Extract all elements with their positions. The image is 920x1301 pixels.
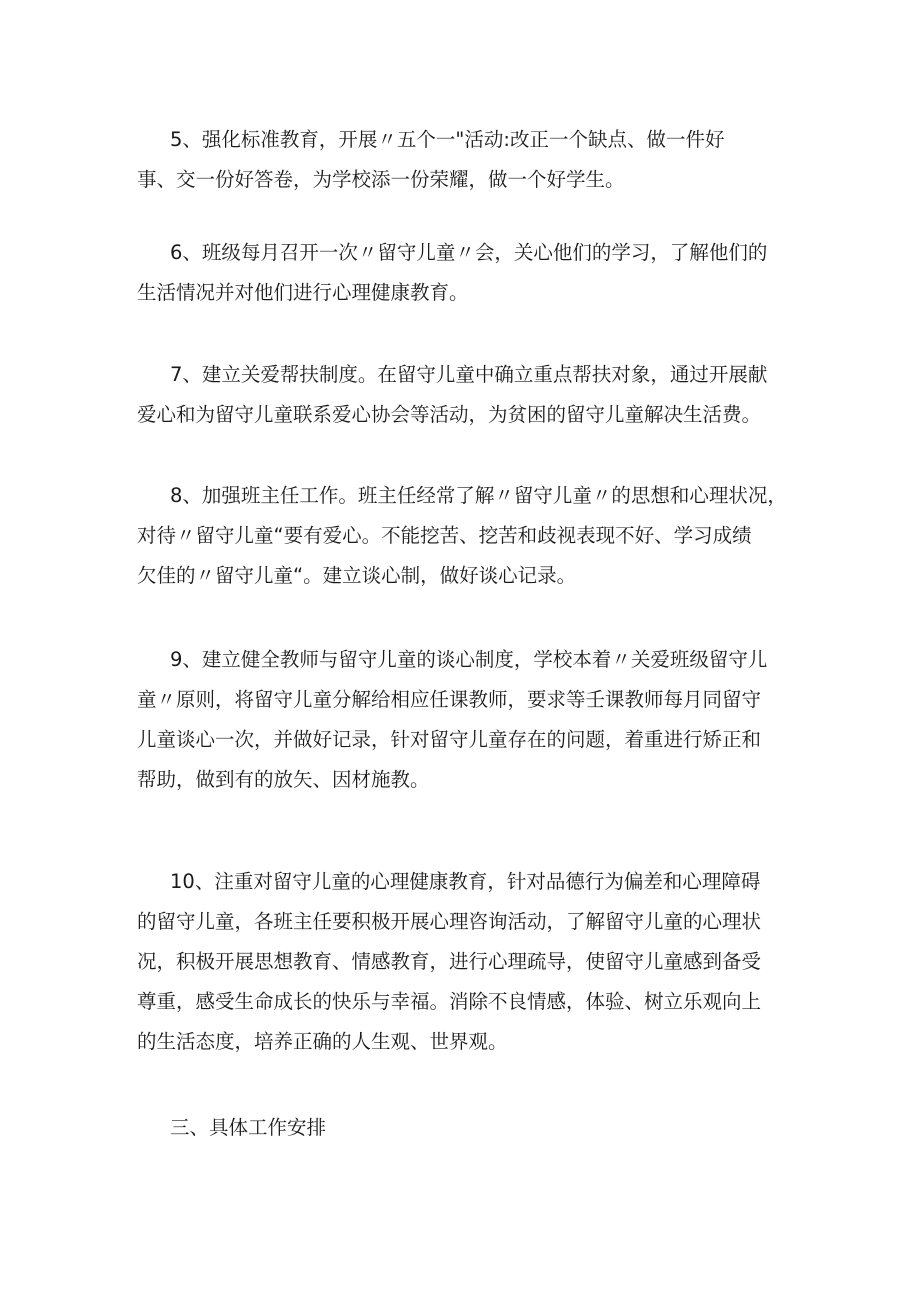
paragraph-7 <box>137 355 797 435</box>
paragraph-line: 7、建立关爱帮扶制度。在留守儿童中确立重点帮扶对象，通过开展献 <box>170 363 768 386</box>
paragraph-line: 童〃原则，将留守儿童分解给相应任课教师，要求等壬课教师每月同留守 <box>137 688 762 711</box>
paragraph-5 <box>137 120 797 200</box>
paragraph-line: 8、加强班主任工作。班主任经常了解〃留守儿童〃的思想和心理状况， <box>170 484 787 507</box>
paragraph-line: 10、注重对留守儿童的心理健康教育，针对品德行为偏差和心理障碍 <box>170 870 761 893</box>
paragraph-line: 况，积极开展思想教育、情感教育，进行心理疏导，使留守儿童感到备受 <box>137 950 762 973</box>
paragraph-8 <box>137 476 797 596</box>
paragraph-line: 的留守儿童，各班主任要积极开展心理咨询活动，了解留守儿童的心理状 <box>137 910 762 933</box>
paragraph-line: 欠佳的〃留守儿童“。建立谈心制，做好谈心记录。 <box>137 564 577 587</box>
paragraph-line: 9、建立健全教师与留守儿童的谈心制度，学校本着〃关爱班级留守儿 <box>170 648 768 671</box>
paragraph-line: 的生活态度，培养正确的人生观、世界观。 <box>137 1030 508 1053</box>
section-heading: 三、具体工作安排 <box>170 1116 327 1139</box>
paragraph-line: 事、交一份好答卷，为学校添一份荣耀，做一个好学生。 <box>137 168 625 191</box>
paragraph-line: 尊重，感受生命成长的快乐与幸福。消除不良情感，体验、树立乐观向上 <box>137 990 762 1013</box>
paragraph-6 <box>137 233 797 313</box>
paragraph-line: 帮助，做到有的放矢、因材施教。 <box>137 768 430 791</box>
paragraph-line: 6、班级每月召开一次〃留守儿童〃会，关心他们的学习，了解他们的 <box>170 241 768 264</box>
paragraph-10 <box>137 862 797 1062</box>
paragraph-line: 爱心和为留守儿童联系爱心协会等活动，为贫困的留守儿童解决生活费。 <box>137 403 762 426</box>
paragraph-line: 儿童谈心一次，并做好记录，针对留守儿童存在的问题，着重进行矫正和 <box>137 728 762 751</box>
paragraph-line: 生活情况并对他们进行心理健康教育。 <box>137 281 469 304</box>
paragraph-line: 对待〃留守儿童“要有爱心。不能挖苦、挖苦和歧视表现不好、学习成绩 <box>137 524 752 547</box>
paragraph-line: 5、强化标准教育，开展〃五个一"活动:改正一个缺点、做一件好 <box>170 128 725 151</box>
paragraph-9 <box>137 640 797 800</box>
